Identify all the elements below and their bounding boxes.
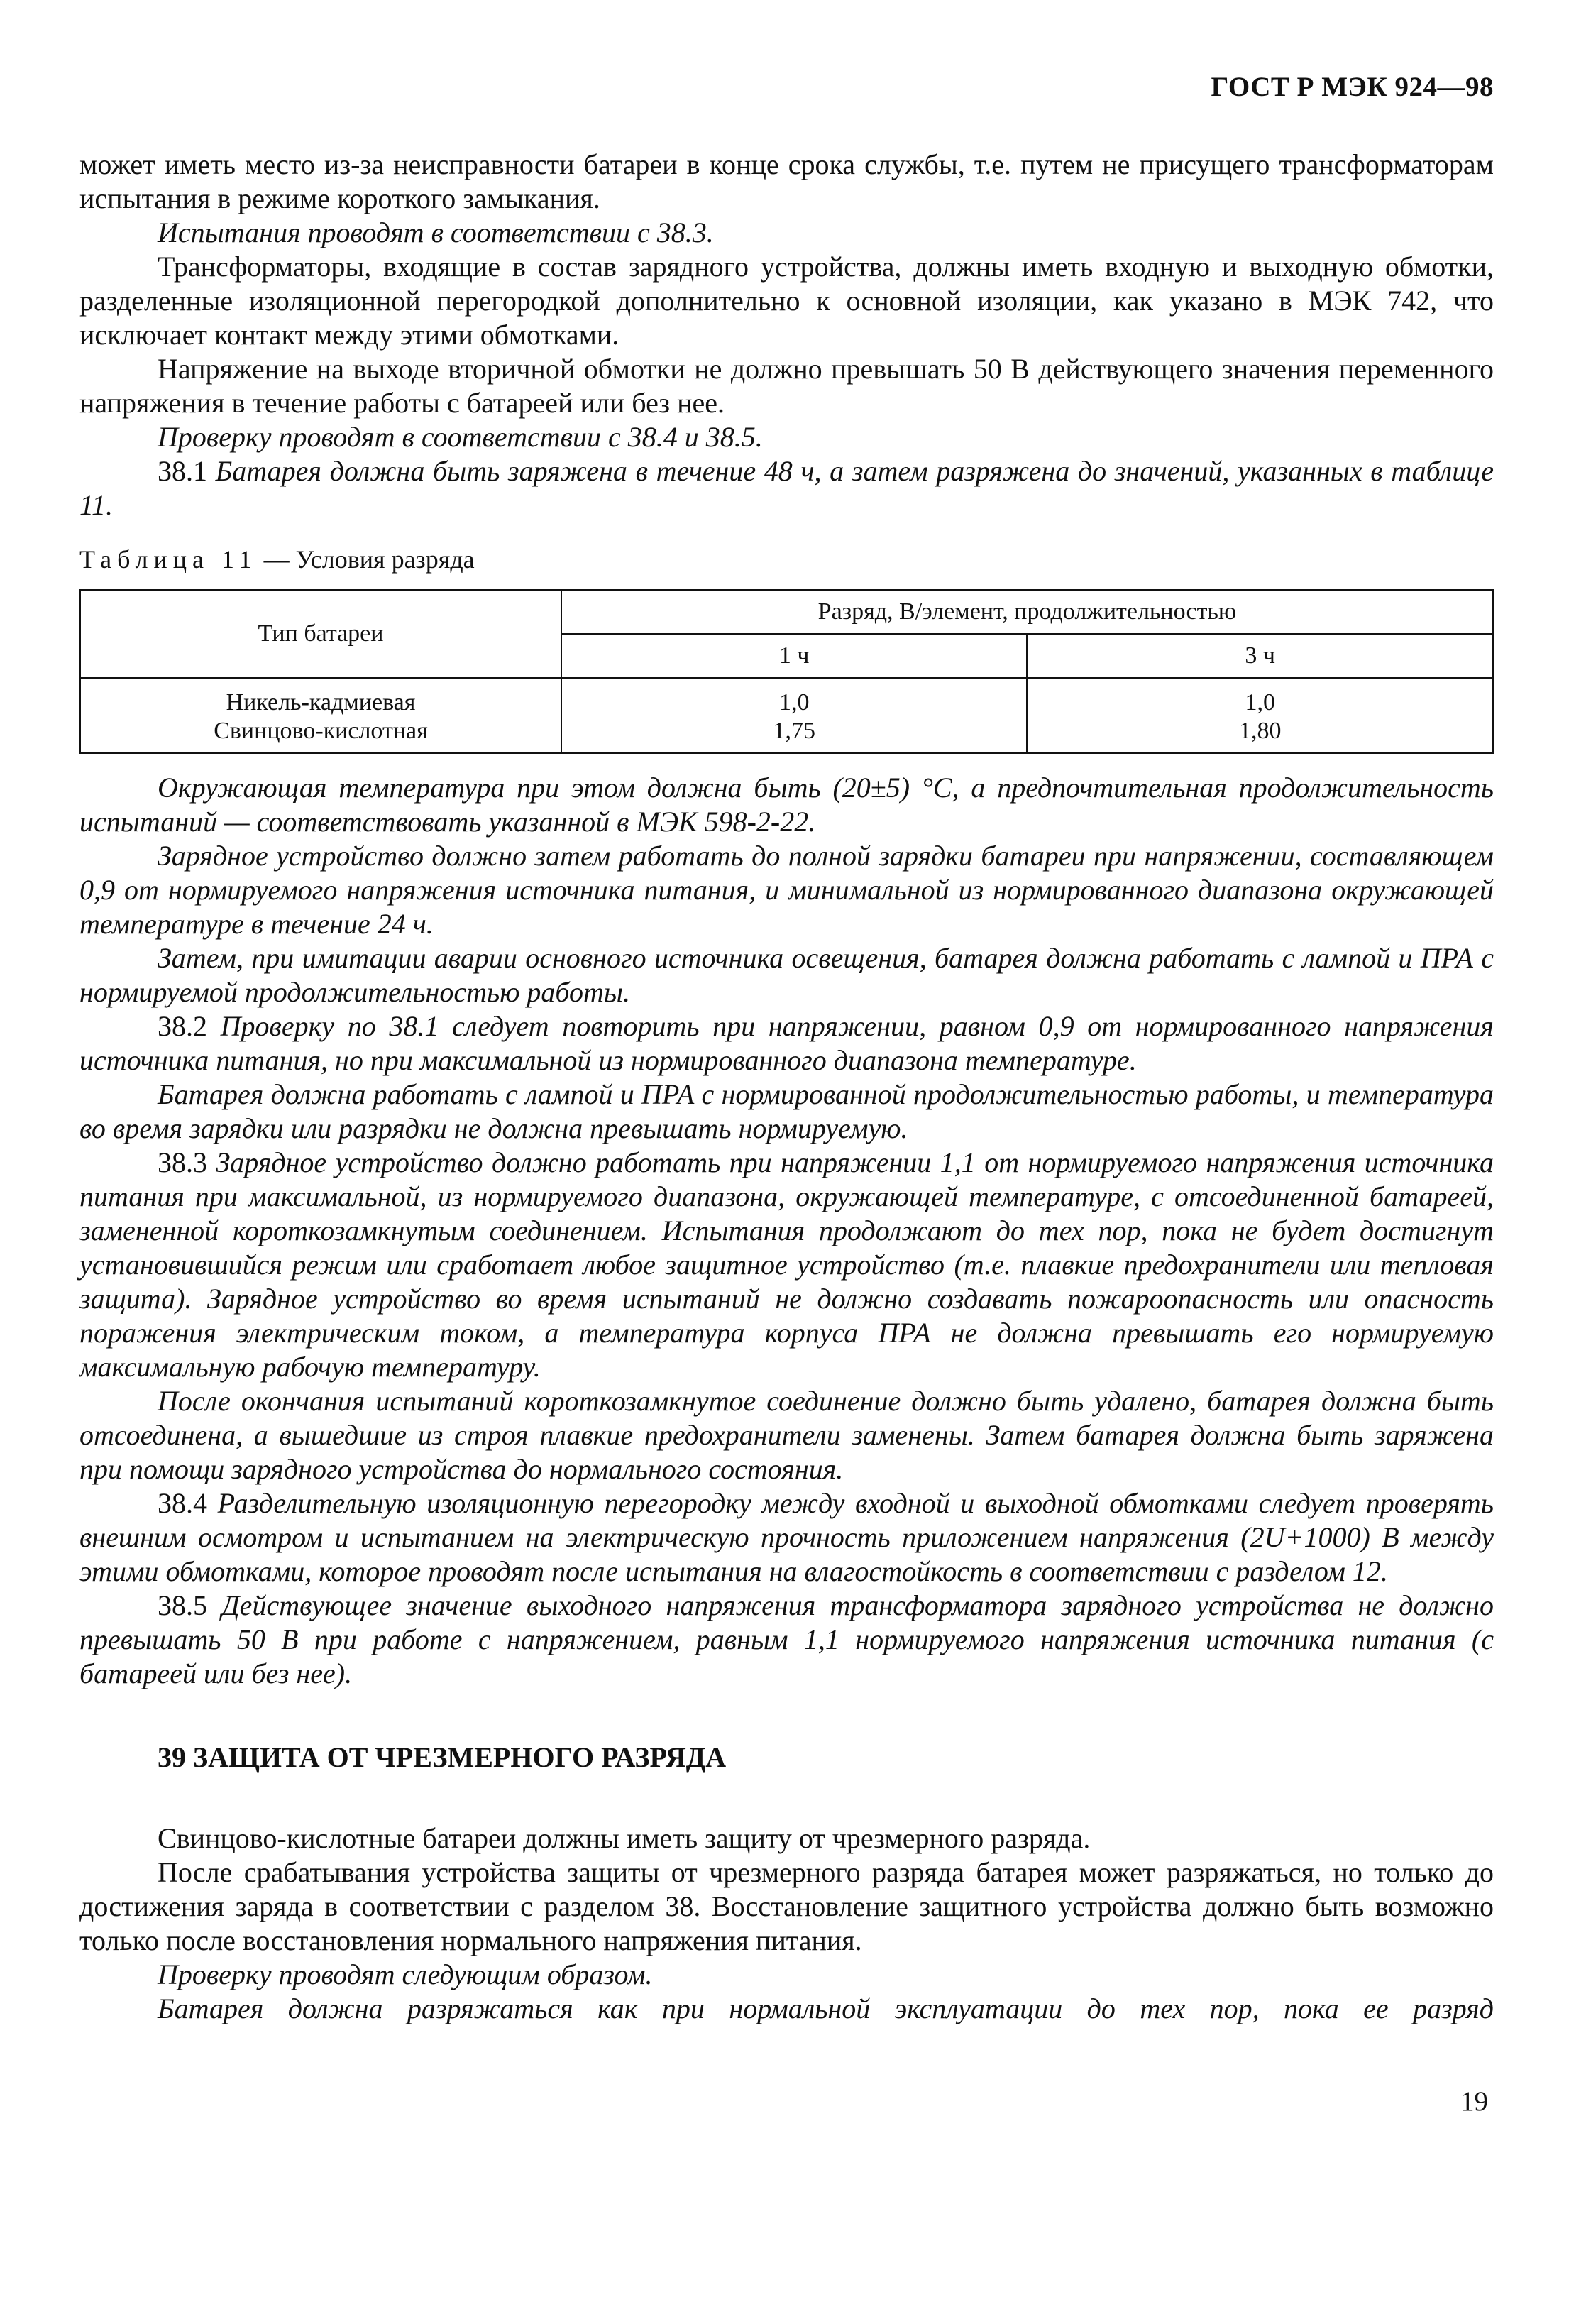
clause-text: Зарядное устройство должно работать при напряжении 1,1 от нормируемого напряжения источника питания при максимальной, из нормируемого диапазона, окружающей температуре, с отсоединенной батареей, замененной короткозамкнутым соединением. Испытания продолжают до тех пор, пока не будет достигнут установившийся режим или сработает любое защитное устройство (т.е. плавкие предохранители или тепловая защита). Зарядное устройство во время испытаний не должно создавать пожароопасность или опасность поражения электрическим током, а температура корпуса ПРА не должна превышать его нормируемую максимальную рабочую температуру. xyxy=(79,1146,1494,1383)
clause-38-1 xyxy=(79,454,1494,522)
table-caption xyxy=(79,542,1494,576)
paragraph: Батарея должна разряжаться как при нормальной эксплуатации до тех пор, пока ее разряд xyxy=(158,1993,1494,2024)
cell-type: Свинцово-кислотная xyxy=(214,718,428,744)
clause-number: 38.5 xyxy=(158,1589,207,1621)
paragraph: Батарея должна работать с лампой и ПРА с нормированной продолжительностью работы, и температура во время зарядки или разрядки не должна превышать нормируемую. xyxy=(79,1078,1494,1144)
clause-number: 38.1 xyxy=(158,455,207,487)
clause-38-5 xyxy=(79,1589,1494,1691)
cell-1h-values xyxy=(561,678,1027,753)
col-header-discharge-group: Разряд, В/элемент, продолжительностью xyxy=(561,590,1493,634)
cell-battery-types xyxy=(80,678,561,753)
paragraph: Проверку проводят в соответствии с 38.4 и 38.5. xyxy=(158,421,763,453)
paragraph: Проверку проводят следующим образом. xyxy=(158,1958,653,1990)
table-header-row xyxy=(80,590,1493,634)
paragraph: Свинцово-кислотные батареи должны иметь защиту от чрезмерного разряда. xyxy=(158,1822,1091,1854)
paragraph: Окружающая температура при этом должна быть (20±5) °С, а предпочтительная продолжительность испытаний — соответствовать указанной в МЭК 598-2-22. xyxy=(79,772,1494,838)
clause-text: Действующее значение выходного напряжения трансформатора зарядного устройства не должно превышать 50 В при работе с напряжением, равным 1,1 нормируемого напряжения источника питания (с батареей или без нее). xyxy=(79,1589,1494,1689)
clause-38-3 xyxy=(79,1146,1494,1384)
clause-number: 38.2 xyxy=(158,1010,207,1042)
cell-value: 1,80 xyxy=(1238,718,1282,744)
clause-38-2 xyxy=(79,1009,1494,1078)
paragraph: После срабатывания устройства защиты от чрезмерного разряда батарея может разряжаться, но только до достижения заряда в соответствии с разделом 38. Восстановление защитного устройства должно быть возможно только после восстановления нормального напряжения питания. xyxy=(79,1856,1494,1956)
table-caption-label: Таблица 11 xyxy=(79,545,258,574)
body-text xyxy=(79,148,1494,2026)
discharge-conditions-table xyxy=(79,589,1494,754)
col-header-battery-type: Тип батареи xyxy=(80,590,561,678)
paragraph: Напряжение на выходе вторичной обмотки не должно превышать 50 В действующего значения переменного напряжения в течение работы с батареей или без нее. xyxy=(79,353,1494,419)
paragraph: После окончания испытаний короткозамкнутое соединение должно быть удалено, батарея должна быть отсоединена, а вышедшие из строя плавкие предохранители заменены. Затем батарея должна быть заряжена при помощи зарядного устройства до нормального состояния. xyxy=(79,1385,1494,1485)
paragraph: Испытания проводят в соответствии с 38.3. xyxy=(158,216,714,248)
paragraph: Зарядное устройство должно затем работать до полной зарядки батареи при напряжении, составляющем 0,9 от нормируемого напряжения источника питания, и минимальной из нормированного диапазона окружающей температуре в течение 24 ч. xyxy=(79,840,1494,940)
clause-number: 38.3 xyxy=(158,1146,207,1178)
cell-value: 1,0 xyxy=(778,689,810,716)
cell-3h-values xyxy=(1027,678,1493,753)
table-caption-title: — Условия разряда xyxy=(257,545,475,574)
cell-value: 1,75 xyxy=(773,718,815,744)
page-number: 19 xyxy=(1460,2086,1488,2117)
clause-text: Батарея должна быть заряжена в течение 48 ч, а затем разряжена до значений, указанных в таблице 11. xyxy=(79,455,1494,521)
cell-type: Никель-кадмиевая xyxy=(226,689,416,716)
clause-text: Проверку по 38.1 следует повторить при напряжении, равном 0,9 от нормированного напряжения источника питания, но при максимальной из нормированного диапазона температуре. xyxy=(79,1010,1494,1076)
paragraph: может иметь место из-за неисправности батареи в конце срока службы, т.е. путем не присущего трансформаторам испытания в режиме короткого замыкания. xyxy=(79,148,1494,214)
col-header-1h: 1 ч xyxy=(561,634,1027,678)
document-header: ГОСТ Р МЭК 924—98 xyxy=(1211,72,1494,102)
clause-text: Разделительную изоляционную перегородку между входной и выходной обмотками следует проверять внешним осмотром и испытанием на электрическую прочность приложением напряжения (2U+1000) В между этими обмотками, которое проводят после испытания на влагостойкость в соответствии с разделом 12. xyxy=(79,1487,1494,1587)
cell-value: 1,0 xyxy=(1245,689,1275,716)
clause-38-4 xyxy=(79,1486,1494,1589)
paragraph: Затем, при имитации аварии основного источника освещения, батарея должна работать с лампой и ПРА с нормируемой продолжительностью работы. xyxy=(79,942,1494,1008)
col-header-3h: 3 ч xyxy=(1027,634,1493,678)
section-heading: 39 ЗАЩИТА ОТ ЧРЕЗМЕРНОГО РАЗРЯДА xyxy=(158,1741,727,1773)
table-row xyxy=(80,678,1493,753)
paragraph: Трансформаторы, входящие в состав зарядного устройства, должны иметь входную и выходную обмотки, разделенные изоляционной перегородкой дополнительно к основной изоляции, как указано в МЭК 742, что исключает контакт между этими обмотками. xyxy=(79,251,1494,351)
clause-number: 38.4 xyxy=(158,1487,207,1519)
